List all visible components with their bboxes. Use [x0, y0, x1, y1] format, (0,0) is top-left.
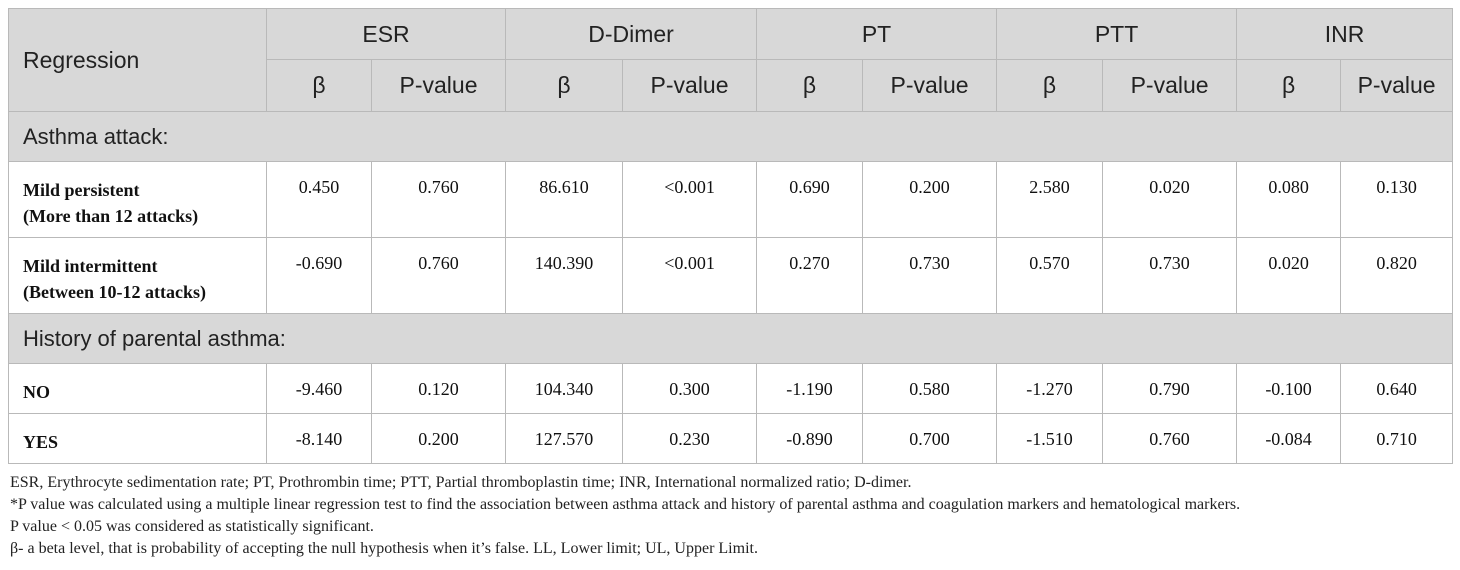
cell-value: 140.390 — [506, 238, 623, 314]
header-d-dimer: D-Dimer — [506, 9, 757, 60]
cell-value: 0.760 — [372, 162, 506, 238]
header-esr: ESR — [267, 9, 506, 60]
section-row — [9, 314, 1453, 364]
cell-value: -0.890 — [757, 414, 863, 464]
cell-value: 0.700 — [863, 414, 997, 464]
regression-table — [8, 8, 1453, 464]
header-pvalue: P-value — [1103, 60, 1237, 112]
row-label: NO — [9, 364, 267, 414]
cell-value: 0.760 — [1103, 414, 1237, 464]
header-pvalue: P-value — [623, 60, 757, 112]
cell-value: 0.200 — [863, 162, 997, 238]
footnote: *P value was calculated using a multiple linear regression test to find the association between asthma attack and history of parental asthma and coagulation markers and hematological markers. — [10, 496, 1241, 513]
cell-value: 0.200 — [372, 414, 506, 464]
cell-value: -9.460 — [267, 364, 372, 414]
section-title: Asthma attack: — [9, 112, 1453, 162]
header-pvalue: P-value — [372, 60, 506, 112]
cell-value: -0.084 — [1237, 414, 1341, 464]
header-beta: β — [757, 60, 863, 112]
table-footnotes — [8, 472, 1452, 560]
cell-value: 0.300 — [623, 364, 757, 414]
cell-value: 0.710 — [1341, 414, 1453, 464]
row-label: Mild persistent (More than 12 attacks) — [9, 162, 267, 238]
cell-value: 2.580 — [997, 162, 1103, 238]
header-pt: PT — [757, 9, 997, 60]
section-row — [9, 112, 1453, 162]
cell-value: 0.230 — [623, 414, 757, 464]
cell-value: 0.690 — [757, 162, 863, 238]
cell-value: 0.450 — [267, 162, 372, 238]
cell-value: 0.120 — [372, 364, 506, 414]
header-beta: β — [1237, 60, 1341, 112]
table-container — [8, 8, 1452, 560]
cell-value: -0.690 — [267, 238, 372, 314]
cell-value: 86.610 — [506, 162, 623, 238]
footnote: β- a beta level, that is probability of accepting the null hypothesis when it’s false. LL, Lower limit; UL, Upper Limit. — [10, 540, 758, 557]
cell-value: 0.020 — [1103, 162, 1237, 238]
cell-value: 0.270 — [757, 238, 863, 314]
cell-value: -0.100 — [1237, 364, 1341, 414]
cell-value: 0.580 — [863, 364, 997, 414]
header-pvalue: P-value — [1341, 60, 1453, 112]
cell-value: 104.340 — [506, 364, 623, 414]
cell-value: -1.510 — [997, 414, 1103, 464]
table-row — [9, 238, 1453, 314]
header-pvalue: P-value — [863, 60, 997, 112]
table-row — [9, 414, 1453, 464]
cell-value: <0.001 — [623, 162, 757, 238]
header-ptt: PTT — [997, 9, 1237, 60]
cell-value: 0.790 — [1103, 364, 1237, 414]
header-beta: β — [997, 60, 1103, 112]
cell-value: 0.640 — [1341, 364, 1453, 414]
row-label: YES — [9, 414, 267, 464]
cell-value: 0.820 — [1341, 238, 1453, 314]
cell-value: -1.190 — [757, 364, 863, 414]
cell-value: 0.020 — [1237, 238, 1341, 314]
table-row — [9, 162, 1453, 238]
cell-value: 0.730 — [1103, 238, 1237, 314]
header-beta: β — [267, 60, 372, 112]
cell-value: 0.130 — [1341, 162, 1453, 238]
cell-value: -8.140 — [267, 414, 372, 464]
header-beta: β — [506, 60, 623, 112]
table-row — [9, 364, 1453, 414]
footnote: P value < 0.05 was considered as statistically significant. — [10, 518, 374, 535]
cell-value: 0.730 — [863, 238, 997, 314]
row-label: Mild intermittent (Between 10-12 attacks) — [9, 238, 267, 314]
cell-value: 0.570 — [997, 238, 1103, 314]
header-inr: INR — [1237, 9, 1453, 60]
cell-value: 0.760 — [372, 238, 506, 314]
cell-value: 127.570 — [506, 414, 623, 464]
cell-value: <0.001 — [623, 238, 757, 314]
cell-value: 0.080 — [1237, 162, 1341, 238]
cell-value: -1.270 — [997, 364, 1103, 414]
footnote: ESR, Erythrocyte sedimentation rate; PT, Prothrombin time; PTT, Partial thromboplastin time; INR, International normalized ratio; D-dimer. — [10, 474, 912, 491]
header-regression: Regression — [9, 9, 267, 112]
section-title: History of parental asthma: — [9, 314, 1453, 364]
